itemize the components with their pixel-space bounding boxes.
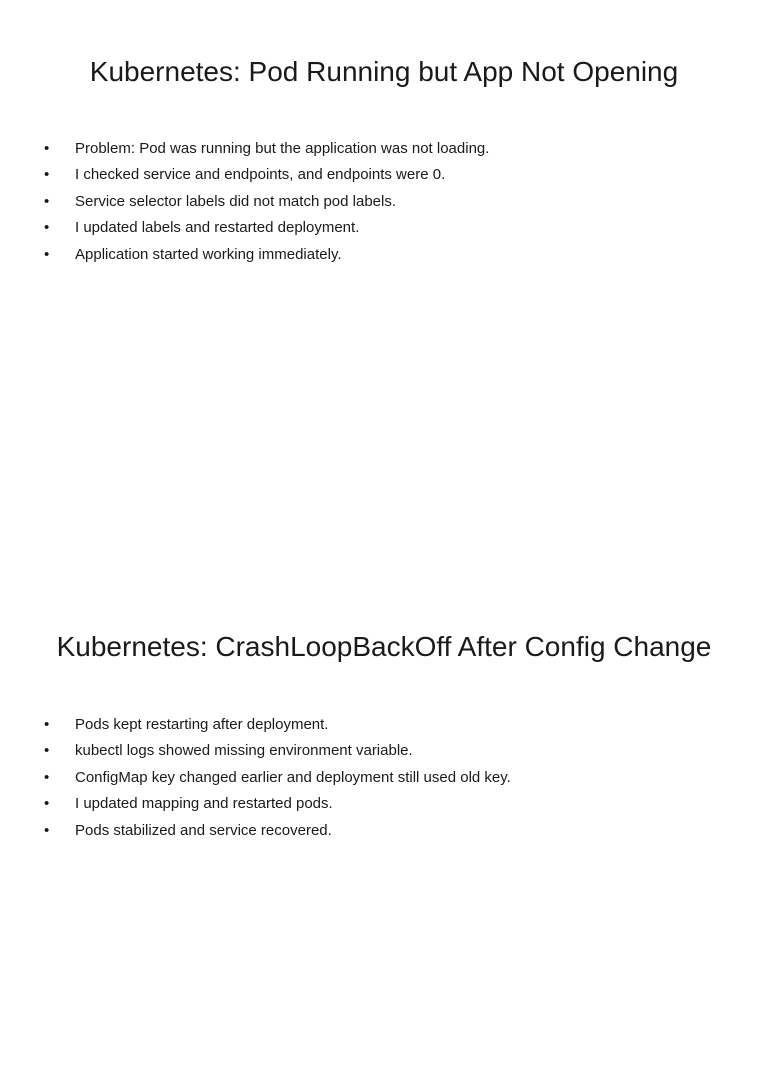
bullet-text: ConfigMap key changed earlier and deployment still used old key.: [75, 768, 511, 786]
list-item: [0, 791, 768, 817]
list-item: [0, 818, 768, 844]
bullet-text: I updated mapping and restarted pods.: [75, 795, 333, 813]
bullet-icon: •: [44, 219, 50, 237]
bullet-text: Problem: Pod was running but the application was not loading.: [75, 140, 490, 157]
bullet-text: I updated labels and restarted deployment.: [75, 219, 360, 237]
bullet-icon: •: [44, 821, 50, 839]
bullet-icon: •: [44, 742, 50, 760]
list-item: [0, 162, 768, 188]
bullet-text: kubectl logs showed missing environment variable.: [75, 742, 413, 760]
list-item: [0, 765, 768, 791]
bullet-text: Application started working immediately.: [75, 245, 342, 263]
bullet-list: [0, 712, 768, 844]
bullet-icon: •: [44, 166, 50, 184]
list-item: [0, 136, 768, 162]
bullet-text: Pods kept restarting after deployment.: [75, 716, 329, 733]
list-item: [0, 189, 768, 215]
bullet-text: Pods stabilized and service recovered.: [75, 821, 332, 839]
bullet-icon: •: [44, 768, 50, 786]
slide-crashloopbackoff: [0, 576, 768, 1088]
slide-title: Kubernetes: CrashLoopBackOff After Config Change: [56, 631, 712, 662]
bullet-list: [0, 136, 768, 268]
bullet-icon: •: [44, 795, 50, 813]
bullet-icon: •: [44, 716, 50, 733]
list-item: [0, 242, 768, 268]
slide-pod-running: [0, 0, 768, 512]
bullet-icon: •: [44, 192, 50, 210]
list-item: [0, 712, 768, 738]
bullet-text: I checked service and endpoints, and endpoints were 0.: [75, 166, 446, 184]
list-item: [0, 738, 768, 764]
slide-title: Kubernetes: Pod Running but App Not Opening: [89, 56, 679, 87]
bullet-text: Service selector labels did not match pod labels.: [75, 192, 397, 210]
bullet-icon: •: [44, 245, 50, 263]
bullet-icon: •: [44, 140, 50, 157]
list-item: [0, 215, 768, 241]
